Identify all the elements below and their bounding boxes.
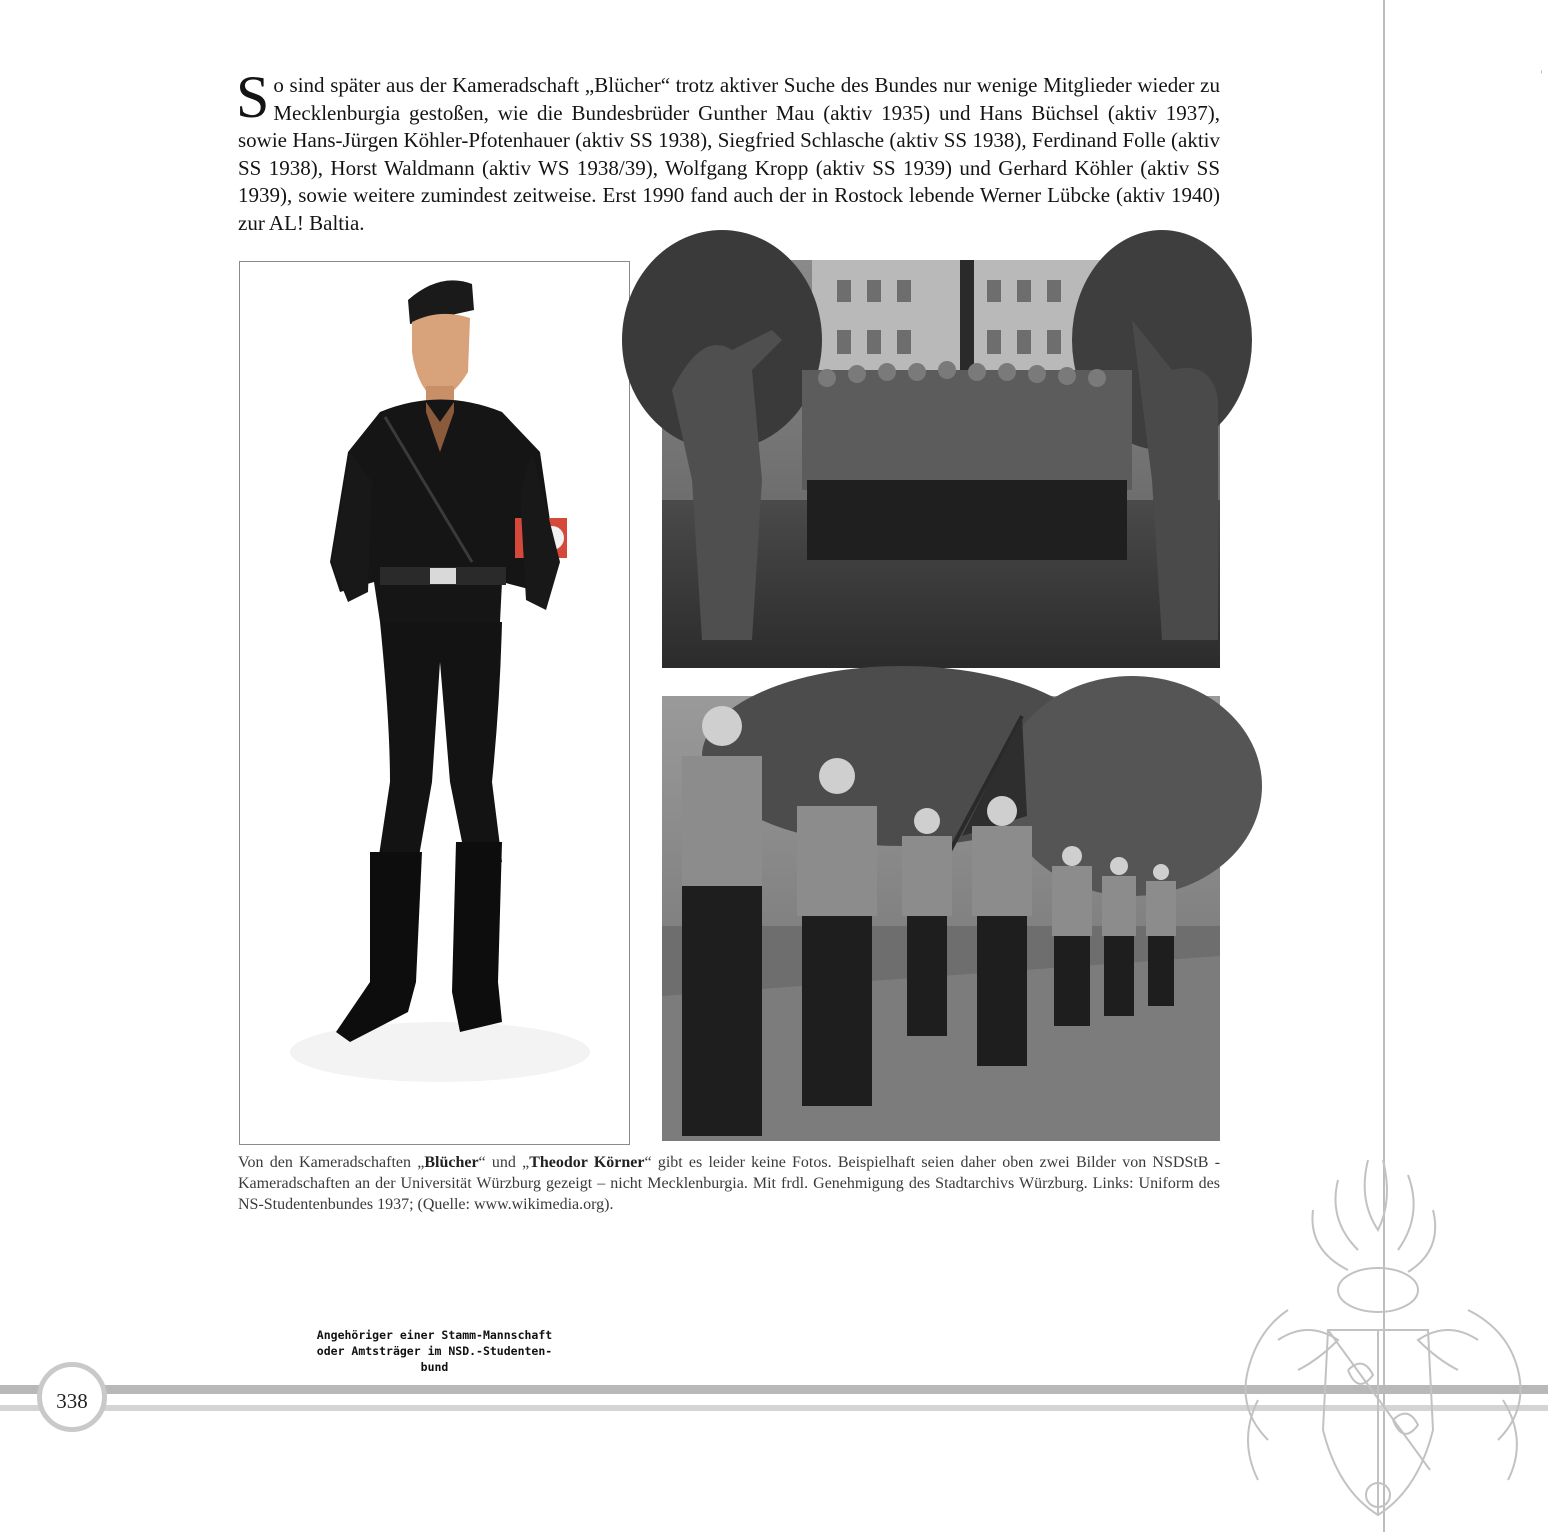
plate-caption-line: bund bbox=[420, 1360, 449, 1374]
page-number: 338 bbox=[56, 1389, 88, 1413]
uniform-figure-drawing bbox=[240, 262, 629, 1144]
assembly-photo bbox=[662, 260, 1220, 668]
caption-bold-bluecher: Blücher bbox=[424, 1154, 479, 1171]
figure-caption bbox=[238, 1152, 1220, 1215]
plate-caption-line: Angehöriger einer Stamm-Mannschaft bbox=[316, 1328, 553, 1342]
caption-text: “ und „ bbox=[478, 1154, 530, 1171]
plate-caption-line: oder Amtsträger im NSD.-Studenten- bbox=[316, 1344, 553, 1358]
drop-cap: S bbox=[236, 64, 270, 130]
margin-tick: ' bbox=[1540, 70, 1543, 81]
march-photo-drawing bbox=[662, 696, 1220, 1141]
caption-bold-koerner: Theodor Körner bbox=[529, 1154, 645, 1171]
coat-of-arms-logo bbox=[1218, 1140, 1548, 1532]
assembly-photo-drawing bbox=[662, 260, 1220, 668]
body-paragraph bbox=[236, 64, 1220, 237]
caption-text: Von den Kameradschaften „ bbox=[238, 1154, 425, 1171]
paragraph-text: o sind später aus der Kameradschaft „Blücher“ trotz aktiver Suche des Bundes nur wenige Mitglieder wieder zu Mecklenburgia gestoßen, wie die Bundesbrüder Gunther Mau (aktiv 1935) und Hans Büchsel (aktiv 1937), sowie Hans-Jürgen Köhler-Pfotenhauer (aktiv SS 1938), Siegfried Schlasche (aktiv SS 1938), Ferdinand Folle (aktiv SS 1938), Horst Waldmann (aktiv WS 1938/39), Wolfgang Kropp (aktiv SS 1939) und Gerhard Köhler (aktiv SS 1939), sowie weitere zumindest zeitweise. Erst 1990 fand auch der in Rostock lebende Werner Lübcke (aktiv 1940) zur AL! Baltia. bbox=[238, 73, 1220, 235]
caption-text: “ gibt es leider keine Fotos. Beispielhaft seien daher oben zwei Bilder von NSDStB - Kameradschaften an der Universität Würzburg gezeigt – nicht Mecklenburgia. Mit frdl. Genehmigung des Stadtarchivs Würzburg. Links: Uniform des NS-Studentenbundes 1937; (Quelle: www.wikimedia.org). bbox=[238, 1154, 1221, 1213]
plate-caption bbox=[240, 1327, 629, 1375]
march-photo bbox=[662, 696, 1220, 1141]
